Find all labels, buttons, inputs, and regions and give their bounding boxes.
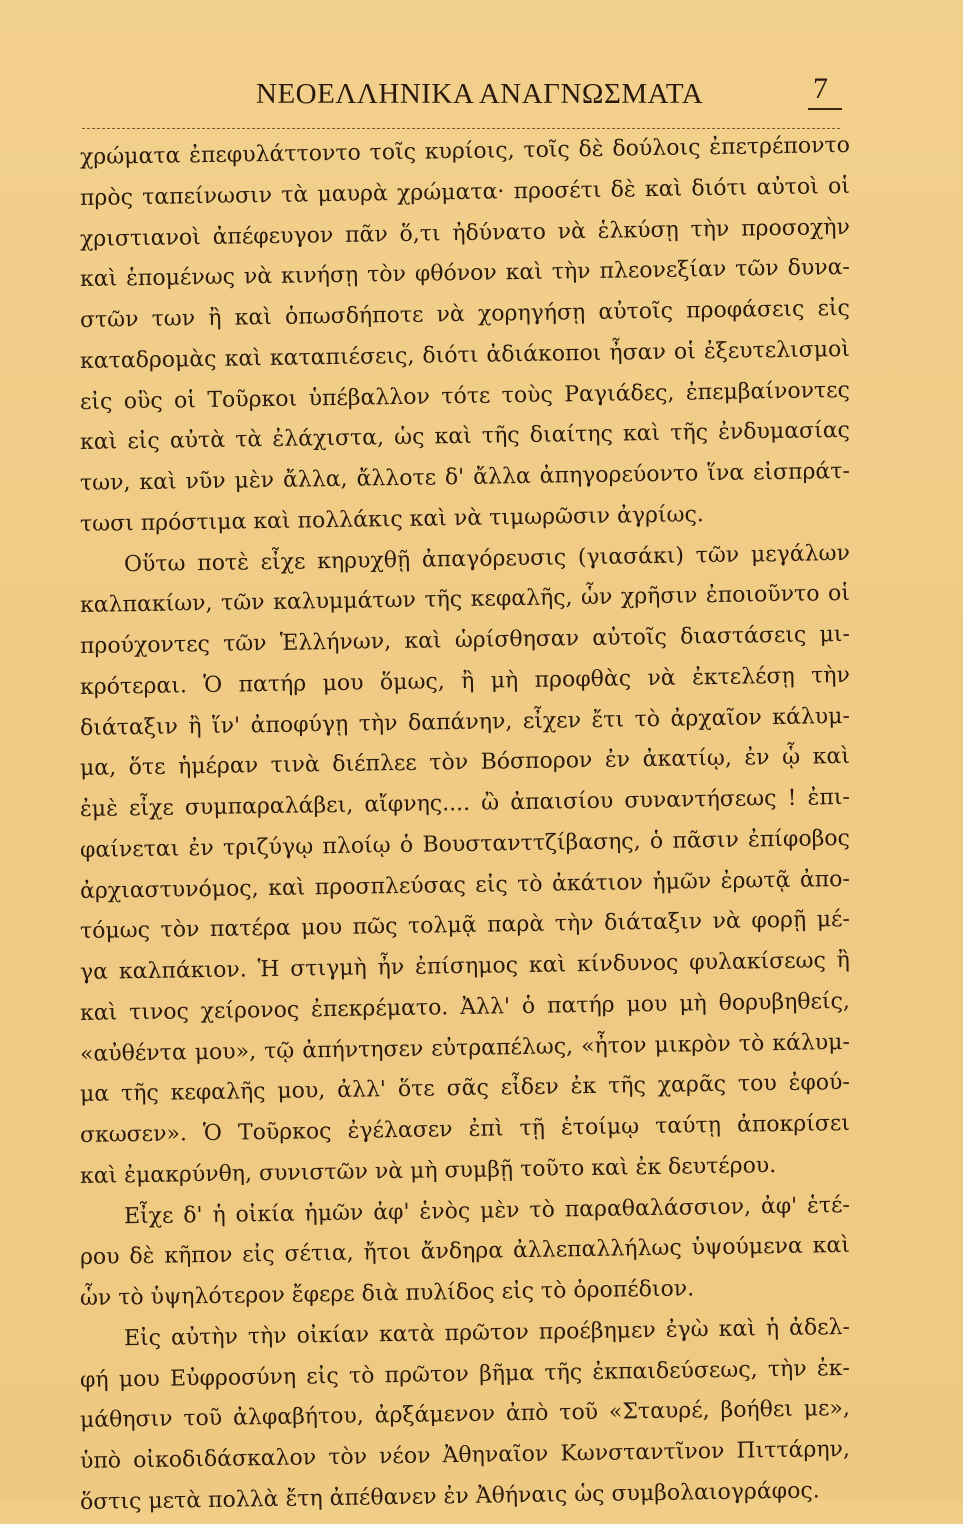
text-line: καταδρομὰς καὶ καταπιέσεις, διότι ἀδιάκοποι ἦσαν οἱ ἐξευτελισμοὶ [79, 336, 851, 374]
body-text [79, 132, 851, 1524]
text-line: μα τῆς κεφαλῆς μου, ἀλλ' ὅτε σᾶς εἶδεν ἐκ τῆς χαρᾶς του ἐφού- [79, 1070, 851, 1108]
text-line: χριστιανοὶ ἀπέφευγον πᾶν ὅ,τι ἠδύνατο νὰ ἑλκύσῃ τὴν προσοχὴν [79, 214, 851, 252]
text-line: σκωσεν». Ὁ Τοῦρκος ἐγέλασεν ἐπὶ τῇ ἑτοίμῳ ταύτῃ ἀποκρίσει [79, 1110, 851, 1148]
text-line: καλπακίων, τῶν καλυμμάτων τῆς κεφαλῆς, ὧν χρῆσιν ἐποιοῦντο οἱ [79, 581, 851, 619]
text-line: καὶ τινος χείρονος ἐπεκρέματο. Ἀλλ' ὁ πατήρ μου μὴ θορυβηθείς, [79, 988, 851, 1026]
running-title: ΝΕΟΕΛΛΗΝΙΚΑ ΑΝΑΓΝΩΣΜΑΤΑ [256, 78, 704, 110]
text-line: διάταξιν ἢ ἵν' ἀποφύγῃ τὴν δαπάνην, εἶχεν ἔτι τὸ ἀρχαῖον κάλυμ- [79, 703, 851, 741]
text-line: τωσι πρόστιμα καὶ πολλάκις καὶ νὰ τιμωρῶσιν ἀγρίως. [79, 501, 705, 537]
text-line: Εἰς αὐτὴν τὴν οἰκίαν κατὰ πρῶτον προέβημεν ἐγὼ καὶ ἡ ἀδελ- [123, 1314, 851, 1352]
text-line: ρου δὲ κῆπον εἰς σέτια, ἤτοι ἄνδηρα ἀλλεπαλλήλως ὑψούμενα καὶ [79, 1233, 851, 1271]
text-line: ὅστις μετὰ πολλὰ ἔτη ἀπέθανεν ἐν Ἀθήναις ὡς συμβολαιογράφος. [79, 1478, 820, 1515]
text-line: καὶ ἐμακρύνθη, συνιστῶν νὰ μὴ συμβῇ τοῦτο καὶ ἐκ δευτέρου. [79, 1152, 777, 1189]
text-line: μα, ὅτε ἡμέραν τινὰ διέπλεε τὸν Βόσπορον ἐν ἀκατίῳ, ἐν ᾧ καὶ [79, 744, 851, 782]
text-line: ἀρχιαστυνόμος, καὶ προσπλεύσας εἰς τὸ ἀκάτιον ἡμῶν ἐρωτᾷ ἀπο- [79, 866, 851, 904]
text-line: των, καὶ νῦν μὲν ἄλλα, ἄλλοτε δ' ἄλλα ἀπηγορεύοντο ἵνα εἰσπράτ- [79, 458, 851, 496]
page-header [80, 70, 840, 115]
text-line: ὧν τὸ ὑψηλότερον ἔφερε διὰ πυλίδος εἰς τὸ ὀροπέδιον. [79, 1276, 695, 1311]
text-line: προύχοντες τῶν Ἑλλήνων, καὶ ὡρίσθησαν αὐτοῖς διαστάσεις μι- [79, 621, 851, 659]
text-line: φαίνεται ἐν τριζύγῳ πλοίῳ ὁ Βουστανττζίβασης, ὁ πᾶσιν ἐπίφοβος [79, 825, 851, 863]
text-line: πρὸς ταπείνωσιν τὰ μαυρὰ χρώματα· προσέτι δὲ καὶ διότι αὐτοὶ οἱ [79, 173, 851, 211]
page-number: 7 [813, 72, 828, 105]
text-line: χρώματα ἐπεφυλάττοντο τοῖς κυρίοις, τοῖς δὲ δούλοις ἐπετρέποντο [79, 132, 851, 170]
text-line: μάθησιν τοῦ ἀλφαβήτου, ἀρξάμενον ἀπὸ τοῦ «Σταυρέ, βοήθει με», [79, 1396, 851, 1434]
text-line: εἰς οὓς οἱ Τοῦρκοι ὑπέβαλλον τότε τοὺς Ραγιάδες, ἐπεμβαίνοντες [79, 377, 851, 415]
text-line: ἐμὲ εἶχε συμπαραλάβει, αἴφνης.... ὢ ἀπαισίου συναντήσεως ! ἐπι- [79, 784, 851, 822]
text-line: φή μου Εὐφροσύνη εἰς τὸ πρῶτον βῆμα τῆς ἐκπαιδεύσεως, τὴν ἐκ- [79, 1355, 851, 1393]
text-line: Εἶχε δ' ἡ οἰκία ἡμῶν ἀφ' ἑνὸς μὲν τὸ παραθαλάσσιον, ἀφ' ἑτέ- [123, 1192, 851, 1229]
page-number-underline [808, 108, 842, 110]
text-line: καὶ εἰς αὐτὰ τὰ ἐλάχιστα, ὡς καὶ τῆς διαίτης καὶ τῆς ἐνδυμασίας [79, 418, 851, 456]
text-line: Οὕτω ποτὲ εἶχε κηρυχθῇ ἀπαγόρευσις (γιασάκι) τῶν μεγάλων [123, 540, 851, 577]
text-line: στῶν των ἢ καὶ ὁπωσδήποτε νὰ χορηγήσῃ αὐτοῖς προφάσεις εἰς [79, 295, 851, 333]
text-line: τόμως τὸν πατέρα μου πῶς τολμᾷ παρὰ τὴν διάταξιν νὰ φορῇ μέ- [79, 907, 851, 945]
text-line: καὶ ἑπομένως νὰ κινήσῃ τὸν φθόνον καὶ τὴν πλεονεξίαν τῶν δυνα- [79, 255, 851, 293]
text-line: «αὐθέντα μου», τῷ ἀπήντησεν εὐτραπέλως, «ἦτον μικρὸν τὸ κάλυμ- [79, 1029, 851, 1067]
text-line: γα καλπάκιον. Ἡ στιγμὴ ἦν ἐπίσημος καὶ κίνδυνος φυλακίσεως ἢ [79, 947, 851, 985]
text-line: κρότεραι. Ὁ πατήρ μου ὅμως, ἢ μὴ προφθὰς νὰ ἐκτελέσῃ τὴν [79, 662, 851, 700]
text-line: ὑπὸ οἰκοδιδάσκαλον τὸν νέον Ἀθηναῖον Κωνσταντῖνον Πιττάρην, [79, 1436, 851, 1474]
